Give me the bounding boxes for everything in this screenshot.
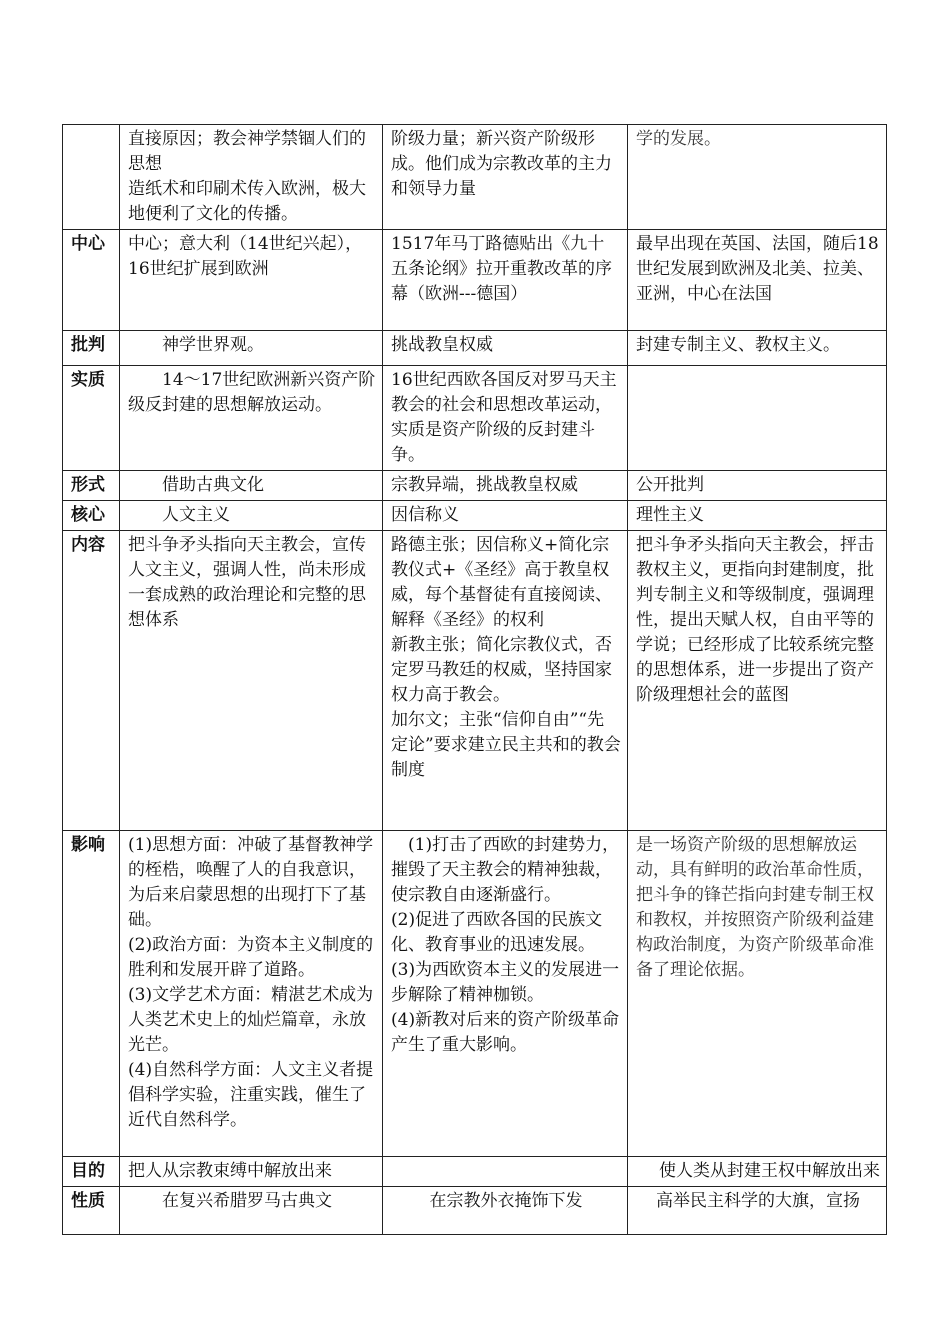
row-label: 中心 <box>63 230 120 331</box>
text-line: 神学世界观。 <box>162 335 264 355</box>
text-line: (2)政治方面：为资本主义制度的胜利和发展开辟了道路。 <box>128 935 374 980</box>
text-line: 最早出现在英国、法国，随后18世纪发展到欧洲及北美、拉美、亚洲，中心在法国 <box>636 234 879 304</box>
text-line: 借助古典文化 <box>162 475 264 495</box>
reformation-cell <box>383 1187 628 1235</box>
table-row <box>63 531 887 831</box>
enlightenment-cell <box>628 831 887 1157</box>
text-line: 封建专制主义、教权主义。 <box>636 335 840 355</box>
row-label: 内容 <box>63 531 120 831</box>
text-line: 路德主张；因信称义+简化宗教仪式+《圣经》高于教皇权威，每个基督徒有直接阅读、解释《圣经》的权利 <box>391 535 612 630</box>
enlightenment-cell <box>628 125 887 230</box>
renaissance-cell <box>120 125 383 230</box>
table-row <box>63 501 887 531</box>
row-label: 性质 <box>63 1187 120 1235</box>
row-label: 形式 <box>63 471 120 501</box>
reformation-cell <box>383 531 628 831</box>
text-line: 高举民主科学的大旗，宣扬 <box>656 1191 860 1211</box>
row-label: 实质 <box>63 366 120 471</box>
enlightenment-cell <box>628 230 887 331</box>
reformation-cell <box>383 125 628 230</box>
renaissance-cell <box>120 531 383 831</box>
text-line: 在宗教外衣掩饰下发 <box>429 1191 583 1211</box>
text-line: 把人从宗教束缚中解放出来 <box>128 1161 332 1181</box>
text-line: (3)为西欧资本主义的发展进一步解除了精神枷锁。 <box>391 960 620 1005</box>
table-row <box>63 1157 887 1187</box>
renaissance-cell <box>120 831 383 1157</box>
text-line: 14～17世纪欧洲新兴资产阶级反封建的思想解放运动。 <box>128 370 376 415</box>
text-line: 直接原因；教会神学禁锢人们的思想 <box>128 129 366 174</box>
text-line: 使人类从封建王权中解放出来 <box>659 1161 880 1181</box>
text-line: 中心；意大利（14世纪兴起），16世纪扩展到欧洲 <box>128 234 363 279</box>
enlightenment-cell <box>628 366 887 471</box>
reformation-cell <box>383 230 628 331</box>
text-line: (4)新教对后来的资产阶级革命产生了重大影响。 <box>391 1010 620 1055</box>
enlightenment-cell <box>628 331 887 366</box>
text-line: (2)促进了西欧各国的民族文化、教育事业的迅速发展。 <box>391 910 603 955</box>
row-label: 核心 <box>63 501 120 531</box>
text-line: 因信称义 <box>391 505 459 525</box>
table-row <box>63 366 887 471</box>
text-line: 挑战教皇权威 <box>391 335 493 355</box>
renaissance-cell <box>120 501 383 531</box>
row-label: 目的 <box>63 1157 120 1187</box>
row-label: 影响 <box>63 831 120 1157</box>
table-row <box>63 1187 887 1235</box>
text-line: 公开批判 <box>636 475 704 495</box>
comparison-table <box>62 124 887 1235</box>
table-row <box>63 125 887 230</box>
text-line: 是一场资产阶级的思想解放运动，具有鲜明的政治革命性质，把斗争的锋芒指向封建专制王权和教权，并按照资产阶级利益建构政治制度，为资产阶级革命准备了理论依据。 <box>636 835 874 980</box>
table-row <box>63 471 887 501</box>
text-line: 把斗争矛头指向天主教会，抨击教权主义，更指向封建制度，批判专制主义和等级制度，强调理性，提出天赋人权，自由平等的学说；已经形成了比较系统完整的思想体系，进一步提出了资产阶级理想社会的蓝图 <box>636 535 874 705</box>
text-line: 学的发展。 <box>636 129 721 149</box>
text-line: 加尔文；主张“信仰自由”“先定论”要求建立民主共和的教会制度 <box>391 710 621 780</box>
text-line: (3)文学艺术方面：精湛艺术成为人类艺术史上的灿烂篇章，永放光芒。 <box>128 985 374 1055</box>
renaissance-cell <box>120 331 383 366</box>
reformation-cell <box>383 1157 628 1187</box>
renaissance-cell <box>120 230 383 331</box>
text-line: 16世纪西欧各国反对罗马天主教会的社会和思想改革运动，实质是资产阶级的反封建斗争。 <box>391 370 617 465</box>
text-line: 人文主义 <box>162 505 230 525</box>
renaissance-cell <box>120 1187 383 1235</box>
renaissance-cell <box>120 1157 383 1187</box>
reformation-cell <box>383 831 628 1157</box>
text-line: 把斗争矛头指向天主教会，宣传人文主义，强调人性，尚未形成一套成熟的政治理论和完整的思想体系 <box>128 535 366 630</box>
renaissance-cell <box>120 366 383 471</box>
text-line: 1517年马丁路德贴出《九十五条论纲》拉开重教改革的序幕（欧洲---德国） <box>391 234 612 304</box>
text-line: (1)思想方面：冲破了基督教神学的桎梏，唤醒了人的自我意识，为后来启蒙思想的出现打下了基础。 <box>128 835 374 930</box>
table-row <box>63 230 887 331</box>
enlightenment-cell <box>628 1157 887 1187</box>
text-line: 理性主义 <box>636 505 704 525</box>
text-line: 造纸术和印刷术传入欧洲，极大地便利了文化的传播。 <box>128 179 366 224</box>
enlightenment-cell <box>628 1187 887 1235</box>
text-line: (1)打击了西欧的封建势力，摧毁了天主教会的精神独裁，使宗教自由逐渐盛行。 <box>391 835 620 905</box>
row-label: 批判 <box>63 331 120 366</box>
text-line: 在复兴希腊罗马古典文 <box>162 1191 332 1211</box>
reformation-cell <box>383 366 628 471</box>
reformation-cell <box>383 471 628 501</box>
text-line: 宗教异端，挑战教皇权威 <box>391 475 578 495</box>
enlightenment-cell <box>628 471 887 501</box>
text-line: 新教主张；简化宗教仪式，否定罗马教廷的权威，坚持国家权力高于教会。 <box>391 635 612 705</box>
reformation-cell <box>383 331 628 366</box>
text-line: 阶级力量；新兴资产阶级形成。他们成为宗教改革的主力和领导力量 <box>391 129 612 199</box>
table-row <box>63 831 887 1157</box>
reformation-cell <box>383 501 628 531</box>
enlightenment-cell <box>628 531 887 831</box>
row-label <box>63 125 120 230</box>
enlightenment-cell <box>628 501 887 531</box>
text-line: (4)自然科学方面：人文主义者提倡科学实验，注重实践，催生了近代自然科学。 <box>128 1060 374 1130</box>
renaissance-cell <box>120 471 383 501</box>
table-row <box>63 331 887 366</box>
